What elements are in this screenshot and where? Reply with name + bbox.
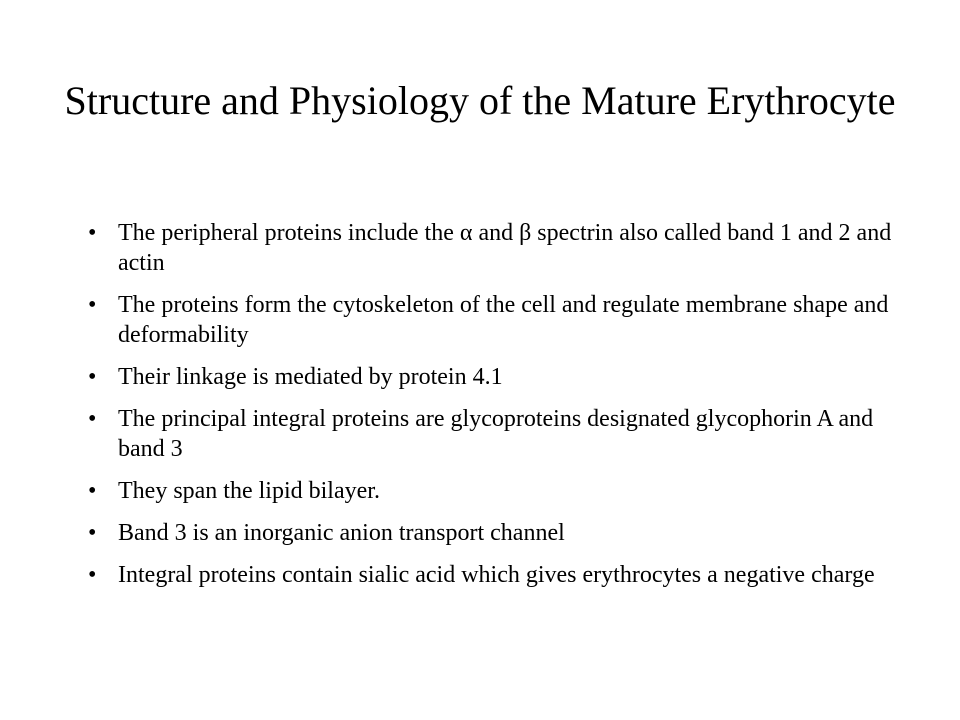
slide-title: Structure and Physiology of the Mature Erythrocyte (64, 78, 896, 123)
bullet-text: They span the lipid bilayer. (118, 478, 380, 504)
bullet-text: Band 3 is an inorganic anion transport channel (118, 520, 565, 546)
bullet-dot: • (88, 520, 97, 546)
bullet-dot: • (88, 406, 97, 432)
bullet-dot: • (88, 478, 97, 504)
bullet-text: Integral proteins contain sialic acid which gives erythrocytes a negative charge (118, 562, 875, 588)
bullet-item (88, 560, 908, 590)
bullet-item (88, 518, 908, 548)
bullet-list (88, 218, 908, 602)
bullet-text: Their linkage is mediated by protein 4.1 (118, 364, 503, 390)
bullet-dot: • (88, 220, 97, 246)
bullet-dot: • (88, 562, 97, 588)
bullet-item (88, 476, 908, 506)
bullet-item (88, 404, 908, 464)
bullet-text: The peripheral proteins include the α and β spectrin also called band 1 and 2 and actin (118, 220, 892, 276)
bullet-dot: • (88, 364, 97, 390)
bullet-text: The principal integral proteins are glycoproteins designated glycophorin A and band 3 (118, 406, 874, 462)
bullet-item (88, 290, 908, 350)
bullet-item (88, 218, 908, 278)
bullet-text: The proteins form the cytoskeleton of the cell and regulate membrane shape and deformability (118, 292, 889, 348)
bullet-item (88, 362, 908, 392)
bullet-dot: • (88, 292, 97, 318)
